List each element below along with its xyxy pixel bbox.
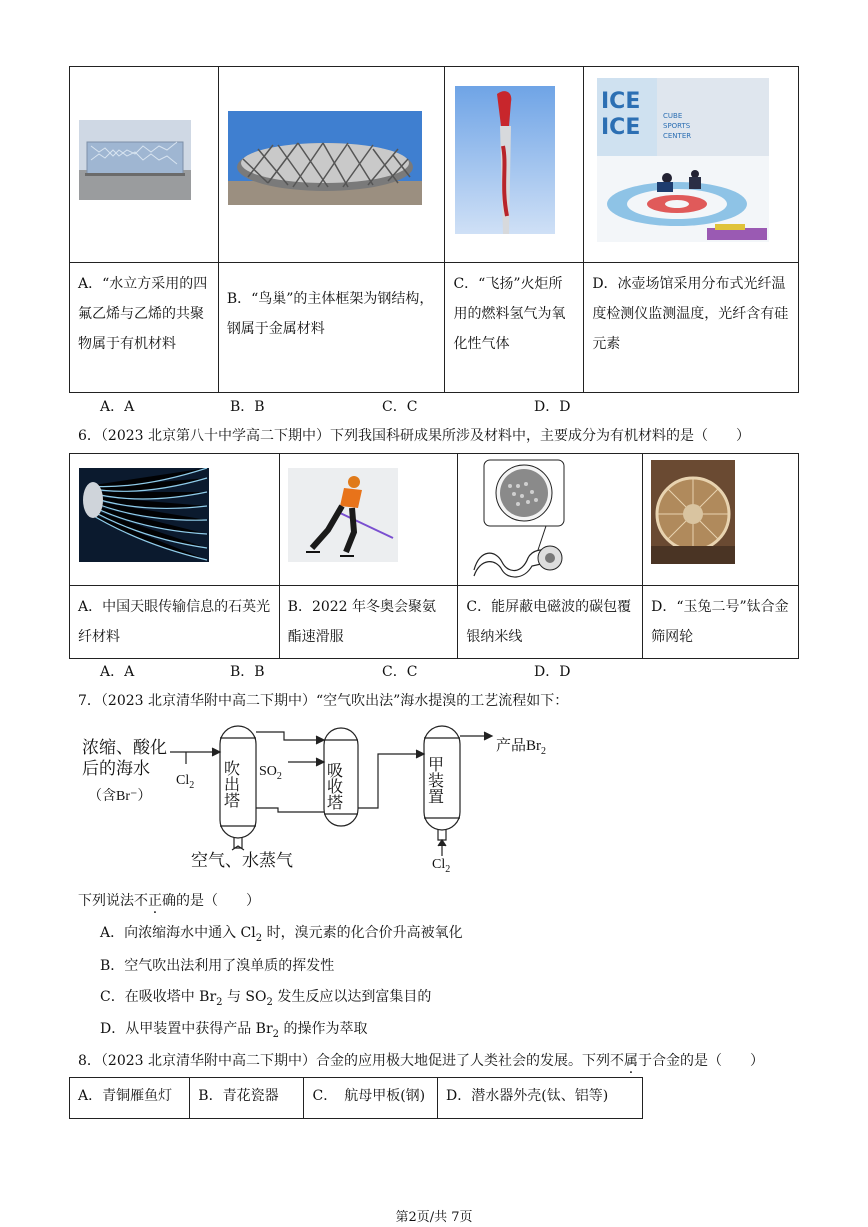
q5-cell-c: C．“飞扬”火炬所用的燃料氢气为氧化性气体: [445, 263, 584, 393]
q8-stem: 8．（2023 北京清华附中高二下期中）合金的应用极大地促进了人类社会的发展。下列不属于合金的是（ ）: [78, 1053, 764, 1069]
q6-cell-a: A．中国天眼传输信息的石英光纤材料: [70, 586, 280, 659]
sports-text: SPORTS: [663, 122, 691, 130]
q7-stem: 7．（2023 北京清华附中高二下期中）“空气吹出法”海水提溴的工艺流程如下：: [78, 693, 569, 709]
speed-skater-photo: [288, 468, 398, 562]
q8-table: [69, 1077, 643, 1119]
q7-choice-b[interactable]: B．空气吹出法利用了溴单质的挥发性: [100, 958, 335, 974]
q6-table: [69, 453, 799, 659]
q6-image-cell-a: [70, 454, 280, 586]
center-text: CENTER: [663, 132, 692, 140]
q5-option-b[interactable]: B．B: [230, 399, 265, 415]
q8-cell-d[interactable]: D．潜水器外壳(钛、铝等): [438, 1078, 643, 1119]
ice-logo-text-2: ICE: [601, 115, 641, 140]
q7-choice-c[interactable]: C．在吸收塔中 $Br_2$ 与 $SO_2$ 发生反应以达到富集目的: [100, 989, 432, 1008]
q7-ask: 下列说法不正确的是（ ）: [78, 893, 260, 909]
water-cube-photo: [79, 120, 191, 200]
q6-cell-c: C．能屏蔽电磁波的碳包覆银纳米线: [458, 586, 643, 659]
q6-options: [0, 661, 868, 679]
input-line3: （含Br⁻）: [88, 789, 152, 804]
q8-cell-c[interactable]: C． 航母甲板(钢): [304, 1078, 438, 1119]
q6-cell-b: B．2022 年冬奥会聚氨酯速滑服: [279, 586, 458, 659]
q6-option-a[interactable]: A．A: [100, 664, 135, 680]
product-label: 产品$Br_2$: [496, 738, 547, 757]
q8-cell-a[interactable]: A．青铜雁鱼灯: [70, 1078, 190, 1119]
cl2-left: $Cl_2$: [176, 773, 195, 791]
q6-option-b[interactable]: B．B: [230, 664, 265, 680]
tower2-label: 吸收塔: [324, 762, 342, 810]
page-footer: 第2页/共 7页: [395, 1210, 473, 1225]
tower1-label: 吹出塔: [221, 760, 239, 808]
q6-cell-d: D．“玉兔二号”钛合金筛网轮: [643, 586, 799, 659]
birds-nest-photo: [228, 111, 422, 205]
q5-image-cell-b: [218, 67, 445, 263]
cl2-bottom: $Cl_2$: [432, 857, 451, 875]
q6-option-c[interactable]: C．C: [382, 664, 418, 680]
cube-text: CUBE: [663, 112, 683, 120]
q6-stem: 6．（2023 北京第八十中学高二下期中）下列我国科研成果所涉及材料中，主要成分为有机材料的是（ ）: [78, 428, 750, 444]
optical-fiber-photo: [79, 468, 209, 562]
input-line1: 浓缩、酸化: [82, 738, 167, 757]
q5-options: [0, 396, 868, 414]
q5-cell-b: B．“鸟巢”的主体框架为钢结构，钢属于金属材料: [218, 263, 445, 393]
nanowire-diagram: [466, 458, 626, 582]
q5-option-d[interactable]: D．D: [534, 399, 571, 415]
air-label: 空气、水蒸气: [191, 851, 293, 870]
q7-choice-d[interactable]: D．从甲装置中获得产品 $Br_2$ 的操作为萃取: [100, 1021, 368, 1040]
input-line2: 后的海水: [82, 759, 150, 778]
tower3-label: 甲装置: [425, 756, 443, 804]
q5-option-a[interactable]: A．A: [100, 399, 135, 415]
curling-venue-photo: [597, 78, 769, 242]
q6-image-cell-b: [279, 454, 458, 586]
so2-label: $SO_2$: [259, 764, 282, 782]
q6-option-d[interactable]: D．D: [534, 664, 571, 680]
q5-cell-a: A．“水立方采用的四氟乙烯与乙烯的共聚物属于有机材料: [70, 263, 219, 393]
bromine-process-diagram: [78, 716, 598, 876]
q6-image-cell-c: [458, 454, 643, 586]
torch-photo: [455, 86, 555, 234]
q5-table: [69, 66, 799, 393]
q8-cell-b[interactable]: B．青花瓷器: [190, 1078, 304, 1119]
ice-logo-text-1: ICE: [601, 89, 641, 114]
q6-image-cell-d: [643, 454, 799, 586]
q5-image-cell-c: [445, 67, 584, 263]
q5-option-c[interactable]: C．C: [382, 399, 418, 415]
yutu-wheel-photo: [651, 460, 735, 564]
q5-cell-d: D．冰壶场馆采用分布式光纤温度检测仪监测温度，光纤含有硅元素: [584, 263, 799, 393]
q7-choice-a[interactable]: A．向浓缩海水中通入 $Cl_2$ 时，溴元素的化合价升高被氧化: [100, 925, 463, 944]
q5-image-cell-a: [70, 67, 219, 263]
q5-image-cell-d: [584, 67, 799, 263]
